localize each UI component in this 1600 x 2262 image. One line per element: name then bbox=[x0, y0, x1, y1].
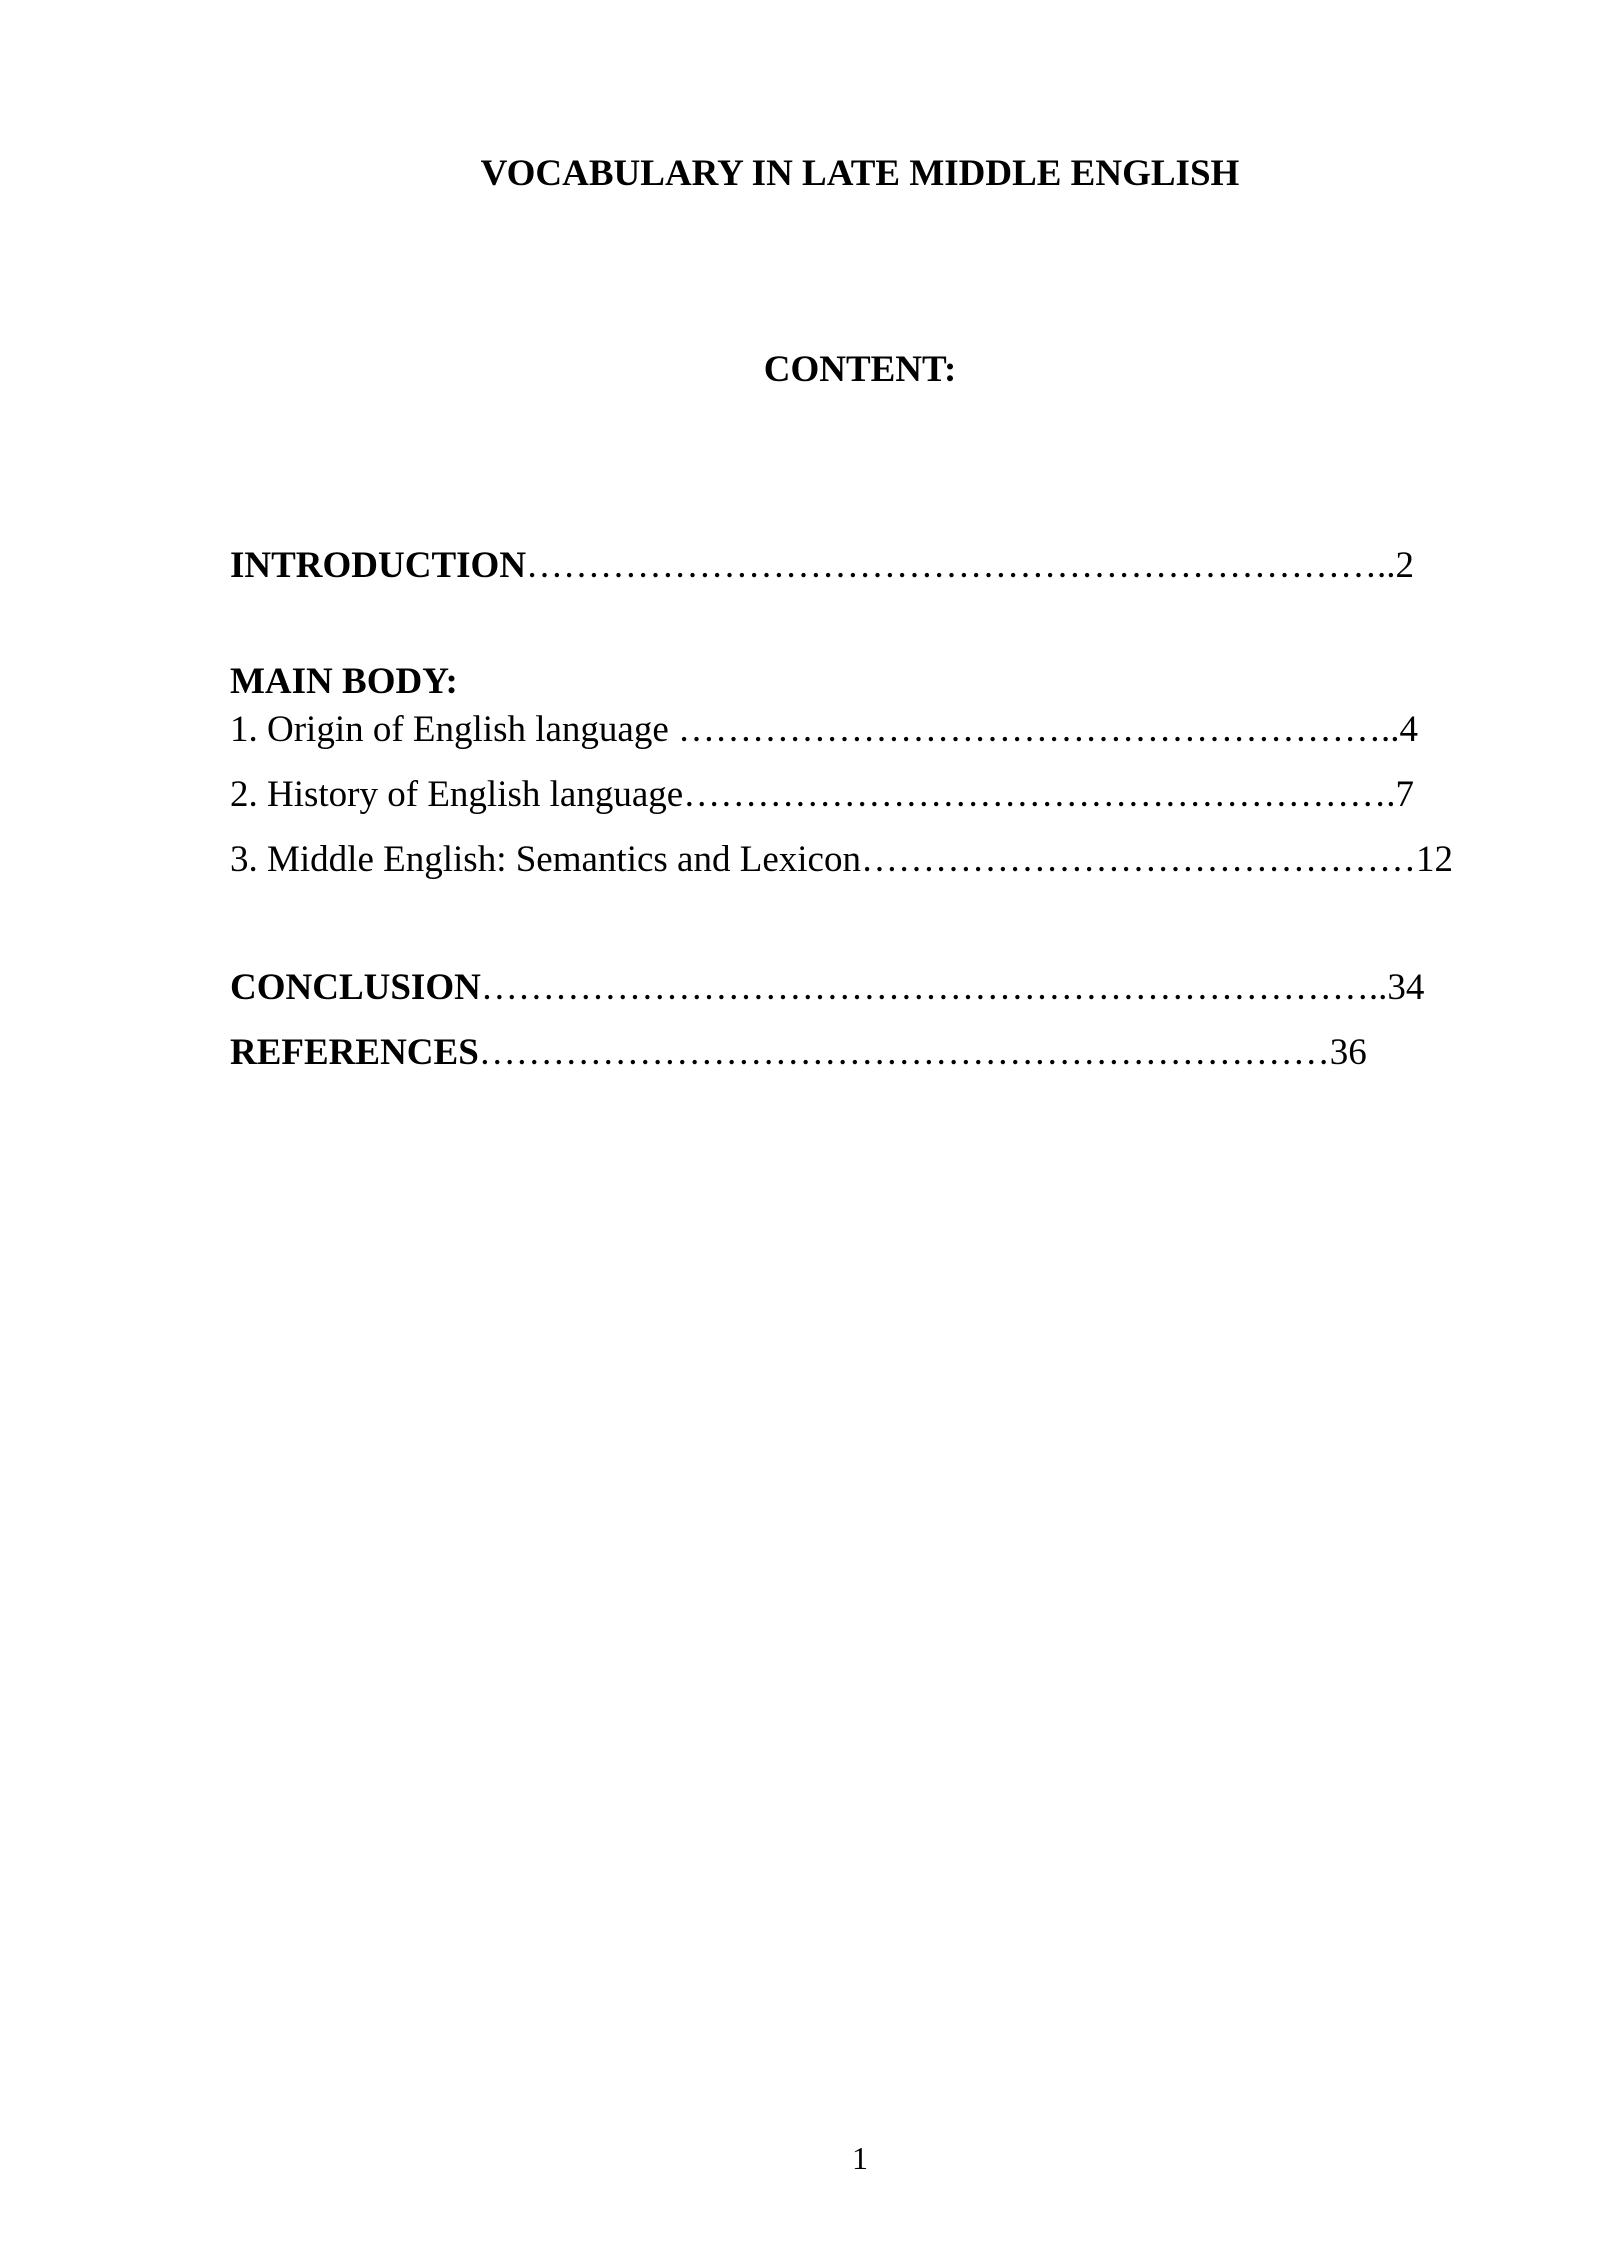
page-number: 1 bbox=[852, 2140, 868, 2176]
toc-leader: ………………………………………………….. bbox=[678, 709, 1400, 750]
toc-page-number: 34 bbox=[1387, 967, 1425, 1008]
toc-page-number: 2 bbox=[1395, 545, 1415, 586]
toc-leader: ……………………………………… bbox=[860, 839, 1416, 880]
toc-leader: …………………………………………………. bbox=[683, 774, 1396, 815]
toc-page-number: 36 bbox=[1329, 1032, 1367, 1073]
content-heading: CONTENT: bbox=[763, 349, 957, 390]
toc-entry-label: CONCLUSION bbox=[230, 967, 481, 1008]
toc-leader: …………………………………………………………… bbox=[478, 1032, 1330, 1073]
toc-entry-label: 3. Middle English: Semantics and Lexicon bbox=[230, 839, 861, 880]
toc-entry-origin bbox=[230, 708, 1418, 752]
toc-entry-references bbox=[230, 1031, 1367, 1075]
toc-entry-label: 2. History of English language bbox=[230, 774, 684, 815]
toc-page-number: 12 bbox=[1415, 839, 1453, 880]
toc-entry-introduction bbox=[230, 544, 1414, 588]
toc-leader: ……………………………………………………………….. bbox=[480, 967, 1388, 1008]
toc-entry-label: 1. Origin of English language bbox=[230, 709, 679, 750]
main-body-heading: MAIN BODY: bbox=[230, 661, 458, 702]
toc-page-number: 4 bbox=[1399, 709, 1419, 750]
toc-entry-label: INTRODUCTION bbox=[230, 545, 527, 586]
document-title: VOCABULARY IN LATE MIDDLE ENGLISH bbox=[480, 153, 1240, 194]
toc-leader: …………………………………………………………….. bbox=[526, 545, 1396, 586]
toc-entry-conclusion bbox=[230, 966, 1424, 1010]
toc-entry-middle-english bbox=[230, 838, 1453, 882]
toc-entry-label: REFERENCES bbox=[230, 1032, 479, 1073]
toc-page-number: 7 bbox=[1395, 774, 1414, 815]
toc-entry-history bbox=[230, 773, 1414, 817]
